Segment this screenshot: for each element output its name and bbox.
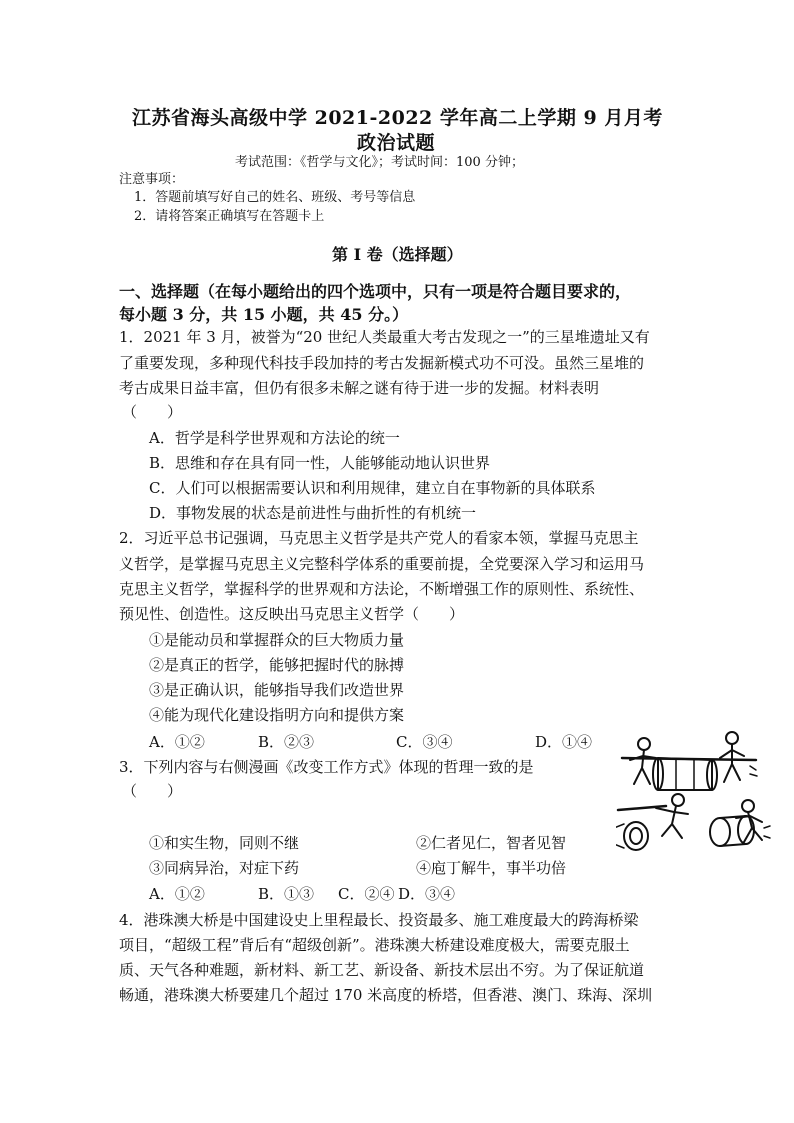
option-c: C．②④ — [338, 885, 395, 903]
question-text: 3．下列内容与右侧漫画《改变工作方式》体现的哲理一致的是 — [119, 758, 534, 776]
option-a: A．①② — [149, 733, 205, 751]
statement: ②是真正的哲学，能够把握时代的脉搏 — [149, 656, 405, 674]
cartoon-illustration — [616, 728, 772, 854]
statement: ④庖丁解牛，事半功倍 — [416, 859, 567, 877]
option-c: C．人们可以根据需要认识和利用规律，建立自在事物新的具体联系 — [149, 479, 596, 497]
option-b: B．②③ — [258, 733, 315, 751]
option-d: D．①④ — [535, 733, 593, 751]
exam-info: 考试范围：《哲学与文化》；考试时间：100 分钟； — [235, 155, 524, 170]
notice-item: 1．答题前填写好自己的姓名、班级、考号等信息 — [134, 190, 416, 205]
notice-label: 注意事项： — [119, 172, 185, 187]
option-c: C．③④ — [396, 733, 453, 751]
question-text: 质、天气各种难题，新材料、新工艺、新设备、新技术层出不穷。为了保证航道 — [119, 961, 645, 979]
section-title: 第 I 卷（选择题） — [332, 245, 463, 264]
question-text: 4．港珠澳大桥是中国建设史上里程最长、投资最多、施工难度最大的跨海桥梁 — [119, 911, 639, 929]
question-text: 2．习近平总书记强调，马克思主义哲学是共产党人的看家本领，掌握马克思主 — [119, 529, 639, 547]
section-instruction: 每小题 3 分，共 15 小题，共 45 分。） — [119, 305, 409, 324]
option-a: A．①② — [149, 885, 205, 903]
statement: ①和实生物，同则不继 — [149, 834, 300, 852]
statement: ③同病异治，对症下药 — [149, 859, 300, 877]
answer-blank: （ ） — [122, 782, 183, 800]
question-text: 畅通，港珠澳大桥要建几个超过 170 米高度的桥塔，但香港、澳门、珠海、深圳 — [119, 986, 653, 1004]
statement: ②仁者见仁，智者见智 — [416, 834, 567, 852]
option-a: A．哲学是科学世界观和方法论的统一 — [149, 429, 400, 447]
statement: ④能为现代化建设指明方向和提供方案 — [149, 706, 405, 724]
option-d: D．事物发展的状态是前进性与曲折性的有机统一 — [149, 504, 477, 522]
question-text: 考古成果日益丰富，但仍有很多未解之谜有待于进一步的发掘。材料表明 — [119, 379, 600, 397]
option-d: D．③④ — [398, 885, 456, 903]
statement: ①是能动员和掌握群众的巨大物质力量 — [149, 631, 405, 649]
question-text: 克思主义哲学，掌握科学的世界观和方法论，不断增强工作的原则性、系统性、 — [119, 580, 645, 598]
exam-title: 江苏省海头高级中学 2021-2022 学年高二上学期 9 月月考 — [132, 107, 663, 129]
option-b: B．①③ — [258, 885, 315, 903]
question-text: 义哲学，是掌握马克思主义完整科学体系的重要前提，全党要深入学习和运用马 — [119, 555, 645, 573]
statement: ③是正确认识，能够指导我们改造世界 — [149, 681, 405, 699]
option-b: B．思维和存在具有同一性，人能够能动地认识世界 — [149, 454, 491, 472]
notice-item: 2．请将答案正确填写在答题卡上 — [134, 209, 325, 224]
answer-blank: （ ） — [122, 403, 183, 421]
question-text: 预见性、创造性。这反映出马克思主义哲学（ ） — [119, 605, 465, 623]
question-text: 了重要发现，多种现代科技手段加持的考古发掘新模式功不可没。虽然三星堆的 — [119, 354, 645, 372]
section-instruction: 一、选择题（在每小题给出的四个选项中，只有一项是符合题目要求的， — [119, 282, 632, 301]
question-text: 项目，“超级工程”背后有“超级创新”。港珠澳大桥建设难度极大，需要克服土 — [119, 936, 630, 954]
question-text: 1．2021 年 3 月，被誉为“20 世纪人类最重大考古发现之一”的三星堆遗址又有 — [119, 328, 650, 346]
exam-subject: 政治试题 — [357, 132, 436, 154]
